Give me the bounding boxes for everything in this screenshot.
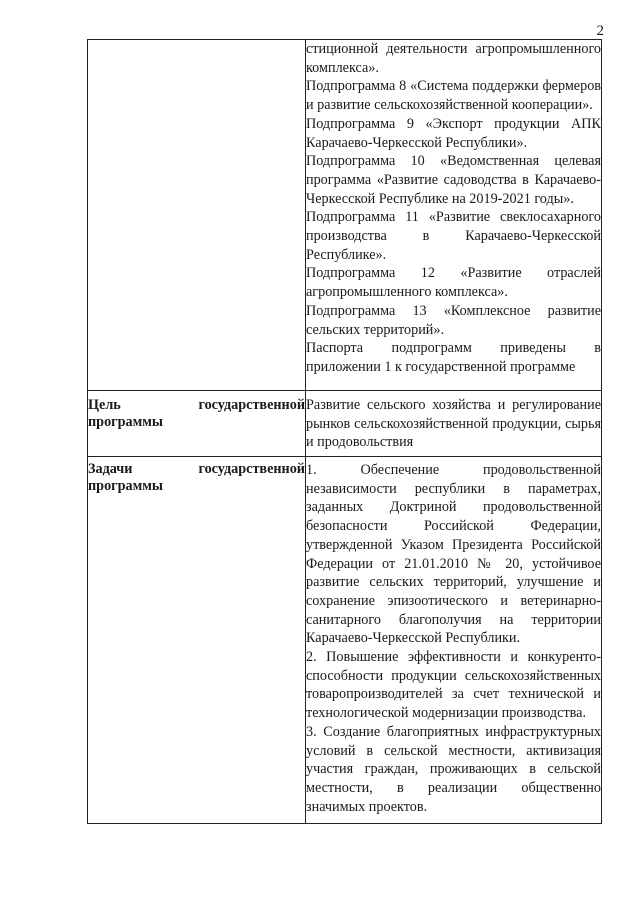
paragraph: Подпрограмма 9 «Экспорт продукции АПК Карачаево-Черкесской Республики».	[306, 115, 601, 151]
row-content	[306, 457, 602, 824]
paragraph: стиционной деятельности агропромышленного комплекса».	[306, 41, 601, 76]
table-row-tasks	[88, 457, 602, 824]
row-content	[306, 391, 602, 457]
paragraph: Развитие сельского хозяйства и регулирование рынков сельскохозяйственной продукции, сырья и продовольствия	[306, 397, 601, 451]
paragraph: Паспорта подпрограмм приведены в приложении 1 к государственной программе	[306, 340, 601, 375]
row-label: Цель государственной программы	[88, 391, 306, 457]
paragraph: 1. Обеспечение продовольственной независимости республики в параметрах, заданных Доктриной продовольственной безопасности Российской Федерации, утвержденной Указом Президента Российской Федерации от 21.01.2010 № 20, устойчивое развитие сельских территорий, улучшение и сохранение эпизоотического и ветеринарно-санитарного благополучия на территории Карачаево-Черкесской Республики.	[306, 462, 601, 647]
paragraph: Подпрограмма 13 «Комплексное развитие сельских территорий».	[306, 302, 601, 338]
passport-table	[87, 39, 602, 824]
page-number: 2	[596, 23, 604, 39]
paragraph: Подпрограмма 8 «Система поддержки фермеров и развитие сельскохозяйственной кооперации».	[306, 78, 601, 114]
row-label: Задачи государственной программы	[88, 457, 306, 824]
table-row-subprograms	[88, 40, 602, 391]
row-label	[88, 40, 306, 391]
paragraph: 2. Повышение эффективности и конкуренто-способности продукции сельскохозяйственных товаропроизводителей за счет технической и технологической модернизации производства.	[306, 649, 601, 722]
paragraph: Подпрограмма 12 «Развитие отраслей агропромышленного комплекса».	[306, 265, 601, 301]
paragraph: Подпрограмма 11 «Развитие свеклосахарного производства в Карачаево-Черкесской Республике».	[306, 209, 601, 263]
table-row-goal	[88, 391, 602, 457]
paragraph: Подпрограмма 10 «Ведомственная целевая программа «Развитие садоводства в Карачаево-Черкесской Республике на 2019-2021 годы».	[306, 153, 601, 207]
paragraph: 3. Создание благоприятных инфраструктурных условий в сельской местности, активизация участия граждан, проживающих в сельской местности, в реализации общественно значимых проектов.	[306, 723, 601, 815]
row-content	[306, 40, 602, 391]
